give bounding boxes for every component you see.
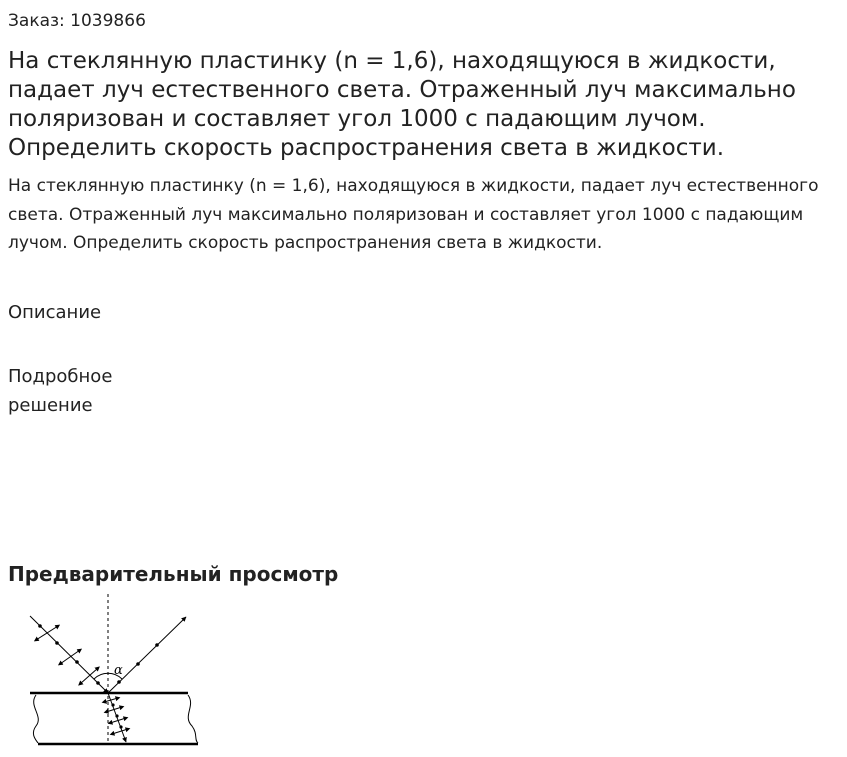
incident-dot [38, 624, 42, 628]
polarization-diagram [22, 592, 208, 750]
refracted-polarization-mark [112, 729, 128, 734]
preview-title: Предварительный просмотр [8, 562, 339, 586]
plate-right-break [188, 695, 198, 743]
incident-dot [96, 681, 100, 685]
problem-title: На стеклянную пластинку (n = 1,6), находящуюся в жидкости, падает луч естественного света. Отраженный луч максимально поляризован и составляет угол 1000 с падающим лучом. Определить скорость распространения света в жидкости. [8, 48, 796, 161]
incident-dot [75, 660, 79, 664]
refracted-polarization-mark [110, 718, 126, 723]
refracted-dot [115, 714, 118, 717]
preview-figure [22, 592, 208, 750]
angle-label: α [114, 663, 123, 678]
order-number: Заказ: 1039866 [8, 11, 146, 31]
reflected-dot [117, 680, 121, 684]
refracted-dot [111, 703, 114, 706]
refracted-dot [119, 725, 122, 728]
incident-polarization-mark [80, 668, 98, 684]
solution-label: Подробное решение [8, 366, 113, 416]
problem-text: На стеклянную пластинку (n = 1,6), находящуюся в жидкости, падает луч естественного света. Отраженный луч максимально поляризован и составляет угол 1000 с падающим лучом. Определить скорость распространения света в жидкости. [8, 176, 819, 253]
plate-left-break [33, 695, 38, 743]
reflected-dot [155, 643, 159, 647]
incident-ray [30, 616, 108, 693]
incident-dot [55, 641, 59, 645]
reflected-dot [136, 662, 140, 666]
description-label: Описание [8, 302, 102, 323]
incident-polarization-mark [36, 626, 58, 640]
